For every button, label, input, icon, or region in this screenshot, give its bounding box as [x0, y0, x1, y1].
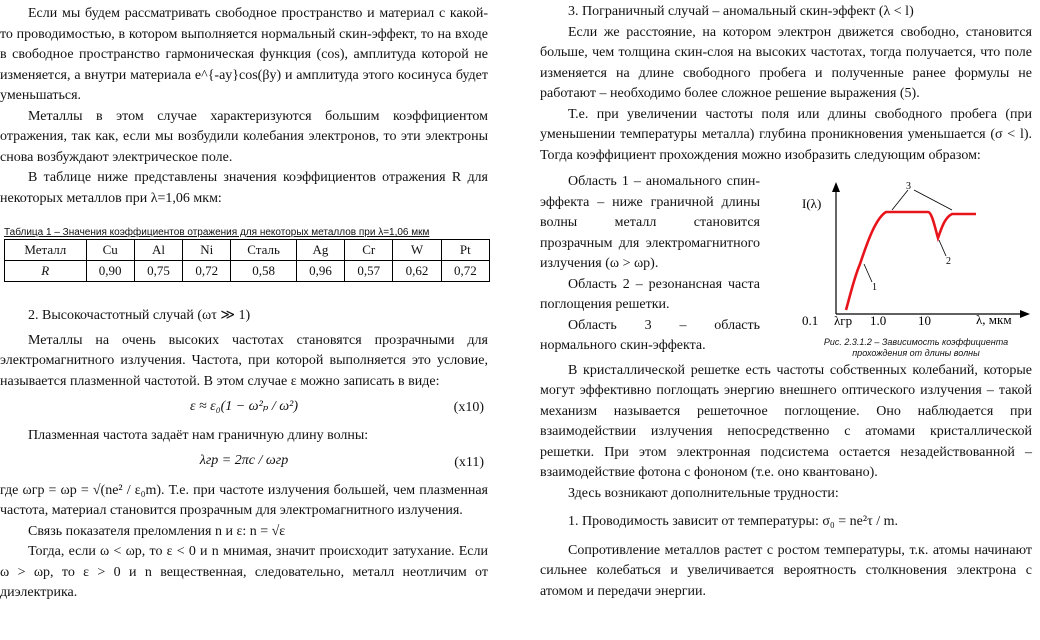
paragraph: Область 2 – резонансная часта поглощения решетки.: [540, 276, 760, 312]
x-axis-label: λ, мкм: [976, 312, 1012, 327]
paragraph: где ωгр = ωp = √(ne² / ε₀m). Т.е. при частоте излучения большей, чем плазменная частота, материал становится прозрачным для электромагнитного излучения.: [0, 482, 488, 518]
table-cell: 0,62: [393, 261, 441, 282]
paragraph: Область 3 – область нормального скин-эффекта.: [540, 317, 760, 353]
paragraph: В таблице ниже представлены значения коэффициентов отражения R для некоторых металлов при λ=1,06 мкм:: [0, 170, 488, 206]
table-cell: W: [393, 240, 441, 261]
table-cell: Pt: [441, 240, 489, 261]
table-row: [5, 261, 490, 282]
transmission-figure: [800, 178, 1032, 358]
right-column: [540, 0, 1032, 602]
paragraph: Если мы будем рассматривать свободное пространство и материал с какой-то проводимостью, в котором выполняется нормальный скин-эффект, то на входе в свободное пространство гармоническая функция (cos), амплитуда которой не изменяется, а внутри материала e^{-ay}cos(βy) и амплитуда этого косинуса будет уменьшаться.: [0, 6, 488, 103]
table-cell: 0,58: [231, 261, 296, 282]
formula-number: (x10): [453, 400, 484, 415]
figure-caption: Рис. 2.3.1.2 – Зависимость коэффициента прохождения от длины волны: [823, 337, 1009, 358]
table-cell: Металл: [5, 240, 87, 261]
annotation-leader: [939, 240, 946, 256]
table-cell: Сталь: [231, 240, 296, 261]
paragraph: Т.е. при увеличении частоты поля или длины свободного пробега (при уменьшении температуры металла) глубина проникновения уменьшается (σ < l). Тогда коэффициент прохождения можно изобразить следующим образом:: [540, 106, 1032, 163]
x-axis-arrow: [1020, 310, 1030, 318]
x-tick-label: 10: [918, 313, 931, 328]
table-cell: Cu: [86, 240, 134, 261]
paragraph: Плазменная частота задаёт нам граничную длину волны:: [28, 428, 369, 443]
table-caption: Таблица 1 – Значения коэффициентов отражения для некоторых металлов при λ=1,06 мкм: [4, 227, 430, 238]
paragraph: В кристаллической решетке есть частоты собственных колебаний, которые могут эффективно поглощать энергию внешнего оптического излучения – такой механизм называется решеточное поглощение. Оно наблюдается при взаимодействии излучения непосредственно с атомами кристаллической решетки. При этом электронная подсистема остается незадействованной – взаимодействие фотона с фононом (т.е. оно квантовано).: [540, 362, 1032, 480]
paragraph: 1. Проводимость зависит от температуры: σ₀ = ne²τ / m.: [568, 514, 898, 529]
transmission-curve: [846, 212, 976, 310]
left-column: [0, 0, 488, 604]
table-cell: 0,72: [441, 261, 489, 282]
table-cell: Ni: [183, 240, 231, 261]
x-tick-label: 1.0: [870, 313, 887, 328]
reflection-table: [4, 239, 490, 282]
table-header-row: [5, 240, 490, 261]
x-tick-label: λгр: [834, 313, 853, 328]
annotation-leader: [892, 190, 908, 210]
areas-block: [540, 172, 760, 357]
x-tick-label: 0.1: [802, 313, 819, 328]
paragraph: Если же расстояние, на котором электрон движется свободно, становится больше, чем толщина скин-слоя на высоких частотах, тогда получается, что поле изменяется на длине свободного пробега и полученные ранее формулы не работают – необходимо более сложное решение выражения (5).: [540, 24, 1032, 101]
y-axis-arrow: [832, 182, 840, 192]
paragraph: Связь показателя преломления n и ε: n = √ε: [28, 523, 286, 539]
annotation-leader: [864, 264, 872, 282]
formula-number: (x11): [454, 454, 484, 470]
annotation-label: 2: [946, 256, 951, 267]
paragraph: Металлы в этом случае характеризуются большим коэффициентом отражения, так как, если мы возбудили колебания электронов, то эти электроны снова возбуждают электрическое поле.: [0, 108, 488, 165]
section-heading: 2. Высокочастотный случай (ωτ ≫ 1): [28, 308, 251, 323]
paragraph: Металлы на очень высоких частотах становятся прозрачными для электромагнитного излучения. Частота, при которой выполняется это условие, называется плазменной частотой. В этом случае ε можно записать в виде:: [0, 332, 488, 389]
table-cell: Cr: [345, 240, 393, 261]
annotation-leader: [914, 190, 952, 210]
formula-11: [0, 447, 488, 481]
annotation-label: 3: [906, 181, 911, 192]
formula-text: λгр = 2πc / ωгр: [199, 452, 289, 468]
table-cell: 0,90: [86, 261, 134, 282]
y-axis-label: I(λ): [802, 196, 822, 211]
paragraph: Сопротивление металлов растет с ростом температуры, т.к. атомы начинают сильнее колебаться и увеличивается вероятность столкновения электрона с атомом и передачи энергии.: [540, 542, 1032, 599]
table-cell: 0,75: [134, 261, 182, 282]
paragraph: Здесь возникают дополнительные трудности:: [568, 485, 839, 501]
paragraph: Тогда, если ω < ωp, то ε < 0 и n мнимая, значит происходит затухание. Если ω > ωp, то ε > 0 и n вещественная, следовательно, металл неотличим от диэлектрика.: [0, 544, 488, 600]
table-cell: 0,72: [183, 261, 231, 282]
section-heading: 3. Пограничный случай – аномальный скин-эффект (λ < l): [568, 4, 914, 19]
annotation-label: 1: [872, 282, 877, 293]
table-cell: Ag: [296, 240, 344, 261]
table-cell: Al: [134, 240, 182, 261]
paragraph: Область 1 – аномального спин-эффекта – ниже граничной длины волны металл становится прозрачным для электромагнитного излучения (ω > ωp).: [540, 174, 760, 271]
formula-text: ε ≈ ε₀(1 − ω²ₚ / ω²): [189, 399, 298, 414]
table-cell: R: [5, 261, 87, 282]
transmission-chart: [800, 178, 1032, 328]
table-cell: 0,57: [345, 261, 393, 282]
formula-10: [0, 392, 488, 426]
table-cell: 0,96: [296, 261, 344, 282]
